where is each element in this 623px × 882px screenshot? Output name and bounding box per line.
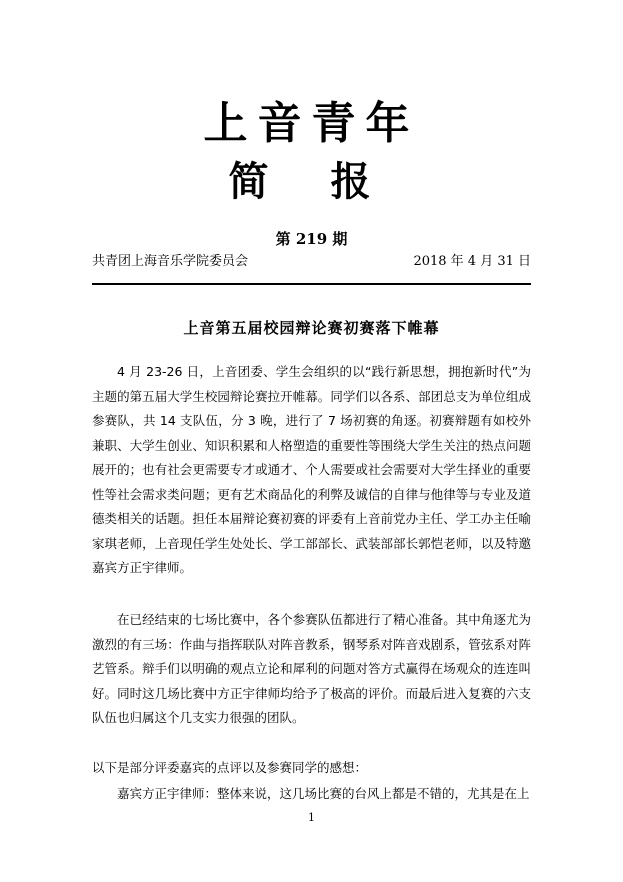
masthead-title: 上音青年 <box>203 98 420 149</box>
article-title: 上音第五届校园辩论赛初赛落下帷幕 <box>183 319 440 337</box>
publisher: 共青团上海音乐学院委员会 <box>92 254 249 269</box>
masthead-subtitle: 简 报 <box>228 158 395 205</box>
page-number: 1 <box>308 811 315 824</box>
article-paragraph: 4 月 23-26 日，上音团委、学生会组织的以“践行新思想，拥抱新时代”为主题的第五届大学生校园辩论赛拉开帷幕。同学们以各系、部团总支为单位组成参赛队，共 14 支队伍，分 3 晚，进行了 7 场初赛的角逐。初赛辩题有如校外兼职、大学生创业、知识积累和人格塑造的重要性等围绕大学生关注的热点问题展开的；也有社会更需要专才或通才、个人需要或社会需要对大学生择业的重要性等社会需求类问题；更有艺术商品化的利弊及诚信的自律与他律等与专业及道德类相关的话题。担任本届辩论赛初赛的评委有上音前党办主任、学工办主任喻家琪老师，上音现任学生处处长、学工部部长、武装部部长郭恺老师，以及特邀嘉宾方正宇律师。 <box>92 364 531 575</box>
article-paragraph: 嘉宾方正宇律师：整体来说，这几场比赛的台风上都是不错的，尤其是在上 <box>117 786 530 801</box>
article-paragraph: 在已经结束的七场比赛中，各个参赛队伍都进行了精心准备。其中角逐尤为激烈的有三场：作曲与指挥联队对阵音教系，钢琴系对阵音戏剧系，管弦系对阵艺管系。辩手们以明确的观点立论和犀利的问题对答方式赢得在场观众的连连叫好。同时这几场比赛中方正宇律师均给予了极高的评价。而最后进入复赛的六支队伍也归属这个几支实力很强的团队。 <box>92 612 531 725</box>
publication-date: 2018 年 4 月 31 日 <box>413 254 531 269</box>
issue-number: 第 219 期 <box>275 230 348 248</box>
article-paragraph: 以下是部分评委嘉宾的点评以及参赛同学的感想： <box>92 760 368 775</box>
header-divider <box>92 283 531 285</box>
